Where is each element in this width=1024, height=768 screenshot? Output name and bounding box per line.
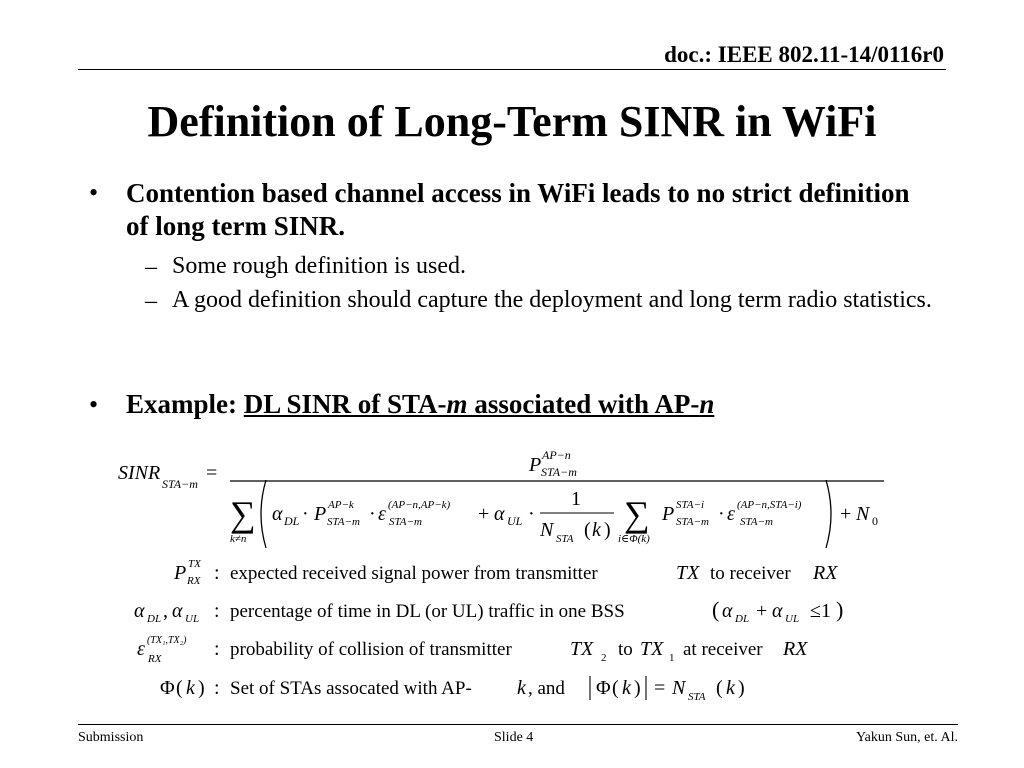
svg-text:·: · — [528, 503, 535, 525]
svg-text:STA−m: STA−m — [327, 516, 360, 528]
svg-text:Φ: Φ — [596, 677, 611, 699]
svg-text:i∈Φ(k): i∈Φ(k) — [618, 533, 650, 545]
svg-text:P: P — [174, 562, 187, 584]
svg-text:α: α — [172, 600, 183, 622]
bullet-marker: • — [89, 390, 99, 419]
svg-text:ε: ε — [727, 503, 735, 525]
sub-bullet-rough-definition: Some rough definition is used. — [172, 253, 466, 279]
definition-epsilon-var-tx1: TX — [640, 638, 664, 660]
svg-text:2: 2 — [601, 652, 607, 664]
definition-power-var-rx: RX — [813, 562, 838, 584]
svg-text:RX: RX — [187, 575, 201, 587]
definition-phi-var-k: k — [517, 677, 526, 699]
svg-text::: : — [214, 677, 220, 699]
svg-text:·: · — [718, 503, 725, 525]
svg-text:(AP−n,AP−k): (AP−n,AP−k) — [388, 499, 451, 511]
svg-text:): ) — [198, 677, 205, 699]
svg-text:=: = — [206, 462, 218, 484]
svg-text:DL: DL — [147, 613, 162, 625]
svg-text::: : — [214, 562, 220, 584]
svg-text:+: + — [840, 503, 852, 525]
sub-bullet-marker: – — [145, 254, 157, 280]
definition-power-var-tx: TX — [676, 562, 700, 584]
svg-text:N: N — [856, 503, 870, 525]
svg-text:α: α — [272, 503, 283, 525]
svg-text:∑: ∑ — [230, 494, 256, 534]
definition-phi-text: Set of STAs assocated with AP- — [230, 678, 472, 699]
slide-title: Definition of Long-Term SINR in WiFi — [147, 97, 877, 146]
svg-text:STA−m: STA−m — [541, 465, 577, 479]
definition-power-mid: to receiver — [710, 563, 791, 584]
svg-text:0: 0 — [872, 514, 878, 528]
svg-text:STA−m: STA−m — [740, 516, 773, 528]
svg-text:,: , — [163, 600, 168, 622]
svg-text:RX: RX — [148, 653, 162, 665]
bullet-contention-text: Contention based channel access in WiFi leads to no strict definition of long term SINR. — [126, 178, 910, 241]
svg-text:): ) — [634, 677, 641, 699]
example-link[interactable]: DL SINR of STA-m associated with AP-n — [243, 389, 715, 419]
svg-text:+: + — [756, 600, 768, 622]
svg-text:ε: ε — [137, 638, 145, 660]
bullet-marker: • — [89, 178, 99, 207]
svg-text:1: 1 — [571, 488, 581, 510]
svg-text:UL: UL — [785, 613, 800, 625]
footer-author: Yakun Sun, et. Al. — [855, 730, 958, 745]
svg-text:(: ( — [712, 597, 720, 622]
svg-text:Φ: Φ — [160, 677, 175, 699]
definition-epsilon-tail: at receiver — [683, 639, 763, 660]
document-id-header: doc.: IEEE 802.11-14/0116r0 — [664, 42, 944, 67]
svg-text:k: k — [592, 519, 601, 541]
svg-text:): ) — [836, 597, 844, 622]
example-prefix: Example: — [126, 389, 244, 419]
svg-text:SINR: SINR — [118, 462, 161, 484]
svg-text:P: P — [529, 454, 542, 476]
svg-text:=: = — [654, 677, 666, 699]
svg-text:DL: DL — [284, 514, 300, 528]
svg-text:N: N — [672, 677, 686, 699]
svg-text:α: α — [494, 503, 505, 525]
svg-text:UL: UL — [185, 613, 200, 625]
definition-alpha-text: percentage of time in DL (or UL) traffic in one BSS — [230, 601, 625, 622]
sinr-equation-image — [0, 410, 1024, 710]
definition-epsilon-var-rx: RX — [783, 638, 808, 660]
header-divider — [78, 69, 946, 70]
svg-text:α: α — [722, 600, 733, 622]
svg-text:STA: STA — [688, 691, 706, 703]
definition-epsilon-text: probability of collision of transmitter — [230, 639, 512, 660]
svg-text:(: ( — [612, 677, 619, 699]
svg-text:+: + — [478, 503, 490, 525]
svg-text:STA−i: STA−i — [676, 499, 704, 511]
svg-text:k: k — [622, 677, 631, 699]
svg-text:(: ( — [176, 677, 183, 699]
definition-power-text: expected received signal power from transmitter — [230, 563, 598, 584]
svg-text:P: P — [314, 503, 327, 525]
svg-text:): ) — [604, 519, 611, 541]
svg-text:UL: UL — [507, 514, 523, 528]
svg-text:AP−n: AP−n — [542, 448, 571, 462]
svg-text:(: ( — [584, 519, 591, 541]
definition-epsilon-mid: to — [618, 639, 633, 660]
sub-bullet-good-definition: A good definition should capture the deployment and long term radio statistics. — [172, 287, 932, 313]
svg-text:α: α — [134, 600, 145, 622]
definition-epsilon-var-tx2: TX — [570, 638, 594, 660]
svg-text::: : — [214, 600, 220, 622]
svg-text:TX: TX — [188, 558, 201, 570]
footer-divider — [78, 724, 958, 725]
svg-text:α: α — [772, 600, 783, 622]
svg-text:STA−m: STA−m — [162, 477, 198, 491]
svg-text:1: 1 — [669, 652, 675, 664]
svg-text:·: · — [369, 503, 376, 525]
svg-text:P: P — [662, 503, 675, 525]
svg-text:(AP−n,STA−i): (AP−n,STA−i) — [737, 499, 802, 511]
svg-text:·: · — [302, 503, 309, 525]
svg-text:≤1: ≤1 — [810, 600, 831, 622]
sub-bullet-marker: – — [145, 288, 157, 314]
svg-text:(TX₁,TX₂): (TX₁,TX₂) — [147, 635, 187, 646]
svg-text:STA: STA — [556, 533, 574, 545]
svg-text:DL: DL — [735, 613, 750, 625]
svg-text:(: ( — [716, 677, 723, 699]
svg-text:k≠n: k≠n — [230, 533, 247, 545]
footer-slide-number: Slide 4 — [494, 730, 534, 745]
svg-text:k: k — [726, 677, 735, 699]
footer-submission: Submission — [78, 730, 144, 745]
svg-text:AP−k: AP−k — [328, 499, 354, 511]
svg-text:N: N — [540, 519, 554, 541]
svg-text::: : — [214, 638, 220, 660]
svg-text:∑: ∑ — [624, 494, 650, 534]
definition-phi-mid: , and — [528, 678, 565, 699]
svg-text:ε: ε — [378, 503, 386, 525]
svg-text:k: k — [186, 677, 195, 699]
svg-text:): ) — [738, 677, 745, 699]
svg-text:STA−m: STA−m — [389, 516, 422, 528]
svg-text:STA−m: STA−m — [676, 516, 709, 528]
